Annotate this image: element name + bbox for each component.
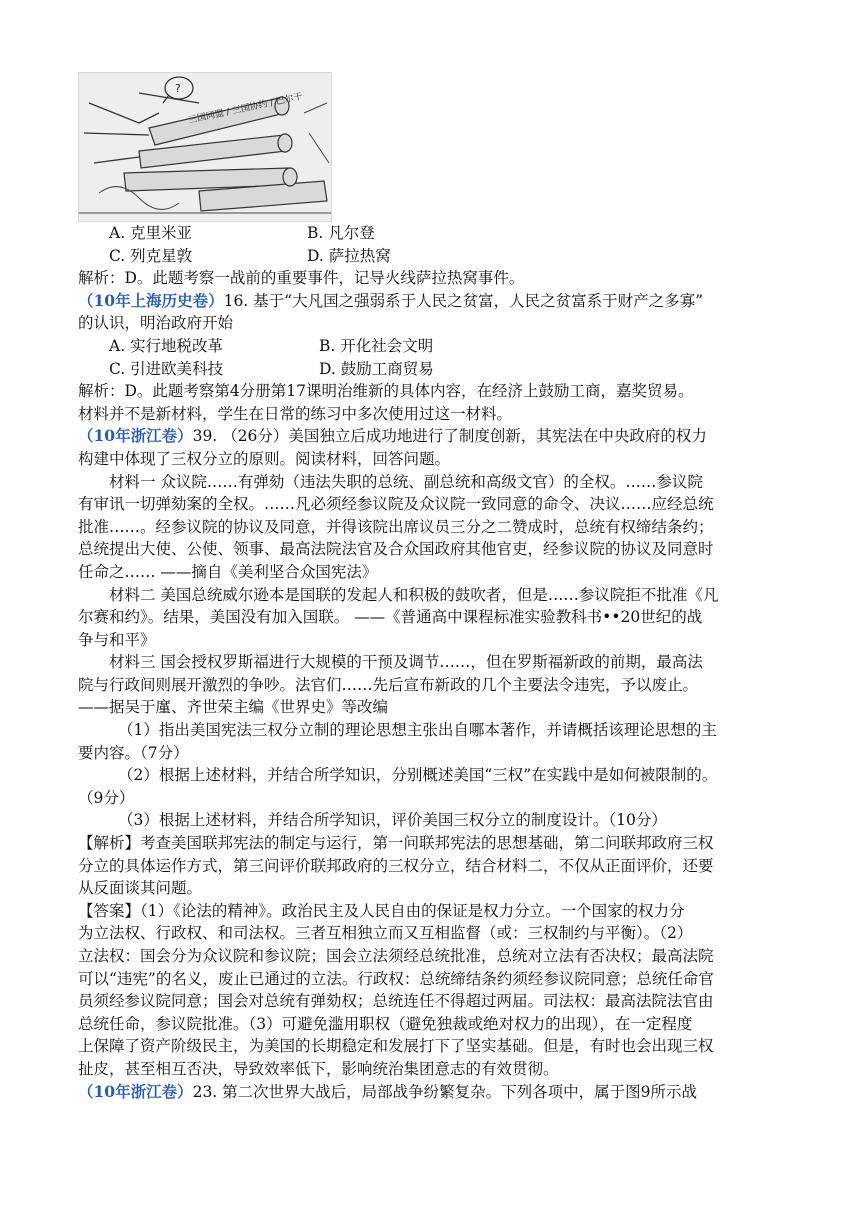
q16-stem xyxy=(78,290,784,313)
q39-material1-line1: 材料一 众议院……有弹劾（违法失职的总统、副总统和高级文官）的全权。……参议院 xyxy=(109,472,703,491)
q39-answer-line1: 【答案】（1）《论法的精神》。政治民主及人民自由的保证是权力分立。一个国家的权力分 xyxy=(78,901,685,920)
q39-material1-line4: 总统提出大使、公使、领事、最高法院法官及合众国政府其他官吏，经参议院的协议及同意时 xyxy=(78,540,714,559)
q39-stem-line2: 构建中体现了三权分立的原则。阅读材料，回答问题。 xyxy=(78,449,451,468)
q39-material3-line1: 材料三 国会授权罗斯福进行大规模的干预及调节……，但在罗斯福新政的前期，最高法 xyxy=(109,653,703,672)
q39-jiexi-line3: 从反面谈其问题。 xyxy=(78,879,203,898)
q16-option-d: D. 鼓励工商贸易 xyxy=(319,359,434,378)
q15-option-a: A. 克里米亚 xyxy=(109,224,193,242)
q23-stem-line1: 23. 第二次世界大战后，局部战争纷繁复杂。下列各项中，属于图9所示战 xyxy=(192,1082,698,1101)
q15-options-row1 xyxy=(78,222,784,245)
q23-stem xyxy=(78,1081,784,1104)
q39-sub3-line1: （3）根据上述材料，并结合所学知识，评价美国三权分立的制度设计。（10分） xyxy=(118,811,667,830)
q39-material3-line3: ——据吴于廑、齐世荣主编《世界史》等改编 xyxy=(78,698,389,717)
q23-source: （10年浙江卷） xyxy=(78,1081,193,1101)
q39-material2-line3: 争与和平》 xyxy=(78,630,156,649)
q15-options-row2 xyxy=(78,245,784,268)
q39-answer-line5: 员须经参议院同意；国会对总统有弹劾权；总统连任不得超过两届。司法权：最高法院法官由 xyxy=(78,992,714,1011)
cartoon-drawing xyxy=(79,73,331,221)
q16-analysis-line2: 材料并不是新材料，学生在日常的练习中多次使用过这一材料。 xyxy=(78,404,513,423)
cartoon-image xyxy=(78,72,332,222)
q39-jiexi-line2: 分立的具体运作方式，第三问评价联邦政府的三权分立，结合材料二，不仅从正面评价，还要 xyxy=(78,856,714,875)
q16-option-b: B. 开化社会文明 xyxy=(319,336,434,355)
q16-analysis-line1: 解析：D。此题考察第4分册第17课明治维新的具体内容，在经济上鼓励工商，嘉奖贸易。 xyxy=(78,382,694,401)
document-page xyxy=(78,72,784,1103)
q39-material3-line2: 院与行政间则展开激烈的争吵。法官们……先后宣布新政的几个主要法令违宪，予以废止。 xyxy=(78,675,699,694)
q39-answer-line7: 上保障了资产阶级民主，为美国的长期稳定和发展打下了坚实基础。但是，有时也会出现三权 xyxy=(78,1037,714,1056)
q16-option-a: A. 实行地税改革 xyxy=(109,336,224,355)
q39-sub1-line2: 要内容。（7分） xyxy=(78,743,189,762)
q39-material2-line1: 材料二 美国总统威尔逊本是国联的发起人和积极的鼓吹者，但是……参议院拒不批准《凡 xyxy=(109,585,719,604)
q16-options-row1 xyxy=(78,335,784,358)
q15-option-d: D. 萨拉热窝 xyxy=(307,246,391,265)
q15-option-c: C. 列克星敦 xyxy=(109,246,193,265)
q39-material2-line2: 尔赛和约》。结果，美国没有加入国联。 ——《普通高中课程标准实验教科书••20世纪的战 xyxy=(78,608,703,627)
q15-option-b: B. 凡尔登 xyxy=(307,224,375,242)
q16-option-c: C. 引进欧美科技 xyxy=(109,359,224,378)
q16-options-row2 xyxy=(78,358,784,381)
q39-sub2-line2: （9分） xyxy=(78,788,135,807)
q39-sub1-line1: （1）指出美国宪法三权分立制的理论思想主张出自哪本著作，并请概括该理论思想的主 xyxy=(118,721,717,740)
q16-source: （10年上海历史卷） xyxy=(78,290,224,310)
q16-stem-line2: 的认识，明治政府开始 xyxy=(78,314,234,333)
q39-answer-line3: 立法权：国会分为众议院和参议院；国会立法须经总统批准，总统对立法有否决权；最高法院 xyxy=(78,947,714,965)
q15-analysis: 解析：D。此题考察一战前的重要事件，记导火线萨拉热窝事件。 xyxy=(78,269,525,288)
q39-answer-line2: 为立法权、行政权、和司法权。三者互相独立而又互相监督（或：三权制约与平衡）。（2） xyxy=(78,924,693,943)
q39-stem-line1: 39. （26分）美国独立后成功地进行了制度创新，其宪法在中央政府的权力 xyxy=(192,427,707,446)
q39-material1-line5: 任命之…… ——摘自《美利坚合众国宪法》 xyxy=(78,562,378,581)
q39-sub2-line1: （2）根据上述材料，并结合所学知识，分别概述美国“三权”在实践中是如何被限制的。 xyxy=(118,766,718,785)
q39-answer-line6: 总统任命，参议院批准。（3）可避免滥用职权（避免独裁或绝对权力的出现），在一定程度 xyxy=(78,1014,693,1033)
q39-material1-line3: 批准……。经参议院的协议及同意，并得该院出席议员三分之二赞成时，总统有权缔结条约； xyxy=(78,517,714,536)
q39-jiexi-line1: 【解析】考查美国联邦宪法的制定与运行，第一问联邦宪法的思想基础，第二问联邦政府三权 xyxy=(78,834,714,853)
q16-stem-line1: 16. 基于“大凡国之强弱系于人民之贫富，人民之贫富系于财产之多寡” xyxy=(223,291,704,310)
cartoon-caption: 三国同盟 / 三国协约 / 巴尔干 xyxy=(187,91,304,126)
svg-text:?: ? xyxy=(175,82,181,95)
q39-source: （10年浙江卷） xyxy=(78,426,193,446)
q39-stem xyxy=(78,425,784,448)
q39-material1-line2: 有审讯一切弹劾案的全权。……凡必须经参议院及众议院一致同意的命令、决议……应经总统 xyxy=(78,495,714,514)
q39-answer-line8: 扯皮，甚至相互否决，导致效率低下，影响统治集团意志的有效贯彻。 xyxy=(78,1059,559,1078)
q39-answer-line4: 可以“违宪”的名义，废止已通过的立法。行政权：总统缔结条约须经参议院同意；总统任命官 xyxy=(78,969,714,988)
